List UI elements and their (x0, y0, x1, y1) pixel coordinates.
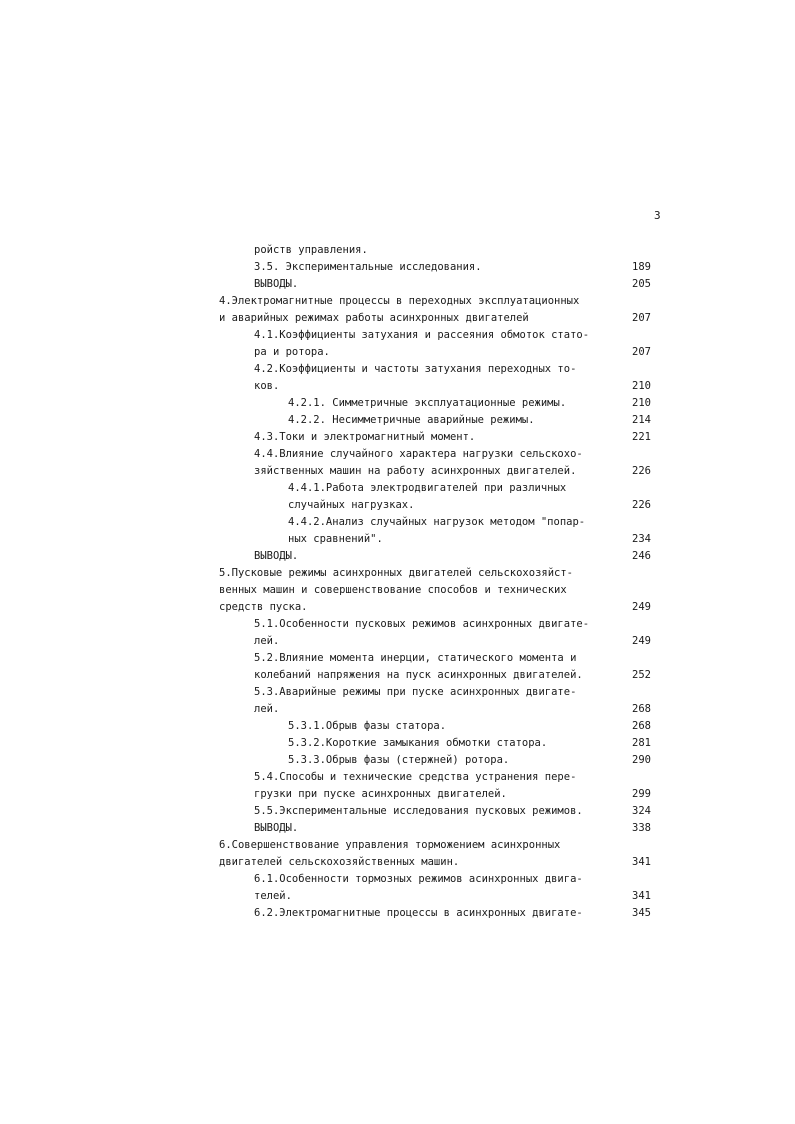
toc-entry-page-number: 268 (632, 720, 651, 732)
toc-entry (0, 447, 795, 464)
toc-entry-text: телей. (254, 890, 292, 902)
toc-entry-page-number: 246 (632, 550, 651, 562)
toc-entry (0, 413, 795, 430)
toc-entry (0, 906, 795, 923)
toc-entry-page-number: 221 (632, 431, 651, 443)
toc-entry (0, 736, 795, 753)
toc-entry-text: ков. (254, 380, 280, 392)
toc-entry-text: 5.4.Способы и технические средства устранения пере- (254, 771, 577, 783)
toc-entry-text: ВЫВОДЫ. (254, 278, 299, 290)
page-number: 3 (654, 209, 661, 222)
toc-entry-text: случайных нагрузках. (288, 499, 415, 511)
toc-entry-page-number: 207 (632, 346, 651, 358)
toc-entry-page-number: 210 (632, 397, 651, 409)
toc-entry (0, 872, 795, 889)
toc-entry (0, 328, 795, 345)
toc-entry-text: 4.4.1.Работа электродвигателей при различных (288, 482, 567, 494)
toc-entry-text: 4.Электромагнитные процессы в переходных эксплуатационных (219, 295, 580, 307)
toc-entry (0, 719, 795, 736)
toc-entry-text: лей. (254, 703, 280, 715)
toc-entry-text: 5.3.Аварийные режимы при пуске асинхронных двигате- (254, 686, 577, 698)
toc-entry (0, 345, 795, 362)
toc-entry-text: двигателей сельскохозяйственных машин. (219, 856, 460, 868)
toc-entry-text: грузки при пуске асинхронных двигателей. (254, 788, 507, 800)
toc-entry (0, 787, 795, 804)
toc-entry (0, 532, 795, 549)
toc-entry-page-number: 207 (632, 312, 651, 324)
toc-entry-page-number: 214 (632, 414, 651, 426)
toc-entry-text: 3.5. Экспериментальные исследования. (254, 261, 482, 273)
toc-entry-page-number: 249 (632, 601, 651, 613)
toc-entry (0, 243, 795, 260)
toc-entry (0, 600, 795, 617)
toc-entry-text: 6.Совершенствование управления торможением асинхронных (219, 839, 561, 851)
toc-entry (0, 515, 795, 532)
toc-entry-page-number: 226 (632, 465, 651, 477)
toc-entry-text: 5.3.1.Обрыв фазы статора. (288, 720, 447, 732)
toc-entry-page-number: 281 (632, 737, 651, 749)
toc-entry-text: 5.1.Особенности пусковых режимов асинхронных двигате- (254, 618, 590, 630)
toc-entry-text: 4.3.Токи и электромагнитный момент. (254, 431, 476, 443)
toc-entry-text: и аварийных режимах работы асинхронных двигателей (219, 312, 529, 324)
toc-entry (0, 617, 795, 634)
toc-entry-page-number: 268 (632, 703, 651, 715)
toc-entry (0, 838, 795, 855)
toc-entry (0, 566, 795, 583)
toc-entry-text: 5.2.Влияние момента инерции, статического момента и (254, 652, 577, 664)
toc-entry-text: ройств управления. (254, 244, 368, 256)
toc-entry-text: 5.3.2.Короткие замыкания обмотки статора. (288, 737, 548, 749)
toc-entry-text: 6.1.Особенности тормозных режимов асинхронных двига- (254, 873, 583, 885)
toc-entry-page-number: 210 (632, 380, 651, 392)
table-of-contents (0, 243, 795, 923)
toc-entry (0, 362, 795, 379)
toc-entry-text: зяйственных машин на работу асинхронных двигателей. (254, 465, 577, 477)
toc-entry (0, 498, 795, 515)
toc-entry (0, 753, 795, 770)
toc-entry-text: ных сравнений". (288, 533, 383, 545)
toc-entry-page-number: 324 (632, 805, 651, 817)
toc-entry-text: средств пуска. (219, 601, 308, 613)
toc-entry (0, 702, 795, 719)
toc-entry (0, 685, 795, 702)
toc-entry-text: 4.2.2. Несимметричные аварийные режимы. (288, 414, 535, 426)
toc-entry (0, 277, 795, 294)
toc-entry-text: 4.1.Коэффициенты затухания и рассеяния обмоток стато- (254, 329, 590, 341)
toc-entry (0, 668, 795, 685)
toc-entry (0, 396, 795, 413)
toc-entry-page-number: 338 (632, 822, 651, 834)
toc-entry (0, 464, 795, 481)
toc-entry (0, 294, 795, 311)
toc-entry-page-number: 234 (632, 533, 651, 545)
toc-entry-page-number: 341 (632, 890, 651, 902)
toc-entry-text: 6.2.Электромагнитные процессы в асинхронных двигате- (254, 907, 583, 919)
toc-entry (0, 311, 795, 328)
toc-entry-page-number: 341 (632, 856, 651, 868)
toc-entry-text: колебаний напряжения на пуск асинхронных двигателей. (254, 669, 583, 681)
toc-entry-page-number: 205 (632, 278, 651, 290)
toc-entry-page-number: 299 (632, 788, 651, 800)
toc-entry-page-number: 345 (632, 907, 651, 919)
toc-entry-text: 4.2.Коэффициенты и частоты затухания переходных то- (254, 363, 577, 375)
toc-entry-page-number: 249 (632, 635, 651, 647)
toc-entry-page-number: 226 (632, 499, 651, 511)
toc-entry-text: ВЫВОДЫ. (254, 550, 299, 562)
toc-entry-text: лей. (254, 635, 280, 647)
toc-entry-text: 4.4.2.Анализ случайных нагрузок методом "попар- (288, 516, 586, 528)
toc-entry (0, 821, 795, 838)
toc-entry-text: 5.5.Экспериментальные исследования пусковых режимов. (254, 805, 583, 817)
toc-entry-text: 5.Пусковые режимы асинхронных двигателей сельскохозяйст- (219, 567, 574, 579)
toc-entry (0, 549, 795, 566)
toc-entry (0, 260, 795, 277)
toc-entry (0, 430, 795, 447)
toc-entry (0, 481, 795, 498)
toc-entry (0, 379, 795, 396)
toc-entry-page-number: 189 (632, 261, 651, 273)
toc-entry-page-number: 252 (632, 669, 651, 681)
toc-entry (0, 804, 795, 821)
toc-entry-text: 5.3.3.Обрыв фазы (стержней) ротора. (288, 754, 510, 766)
toc-entry-page-number: 290 (632, 754, 651, 766)
toc-entry-text: 4.2.1. Симметричные эксплуатационные режимы. (288, 397, 567, 409)
toc-entry-text: 4.4.Влияние случайного характера нагрузки сельскохо- (254, 448, 583, 460)
toc-entry (0, 889, 795, 906)
toc-entry (0, 583, 795, 600)
toc-entry (0, 855, 795, 872)
toc-entry (0, 651, 795, 668)
toc-entry (0, 634, 795, 651)
toc-entry (0, 770, 795, 787)
toc-entry-text: венных машин и совершенствование способов и технических (219, 584, 567, 596)
toc-entry-text: ВЫВОДЫ. (254, 822, 299, 834)
toc-entry-text: ра и ротора. (254, 346, 330, 358)
